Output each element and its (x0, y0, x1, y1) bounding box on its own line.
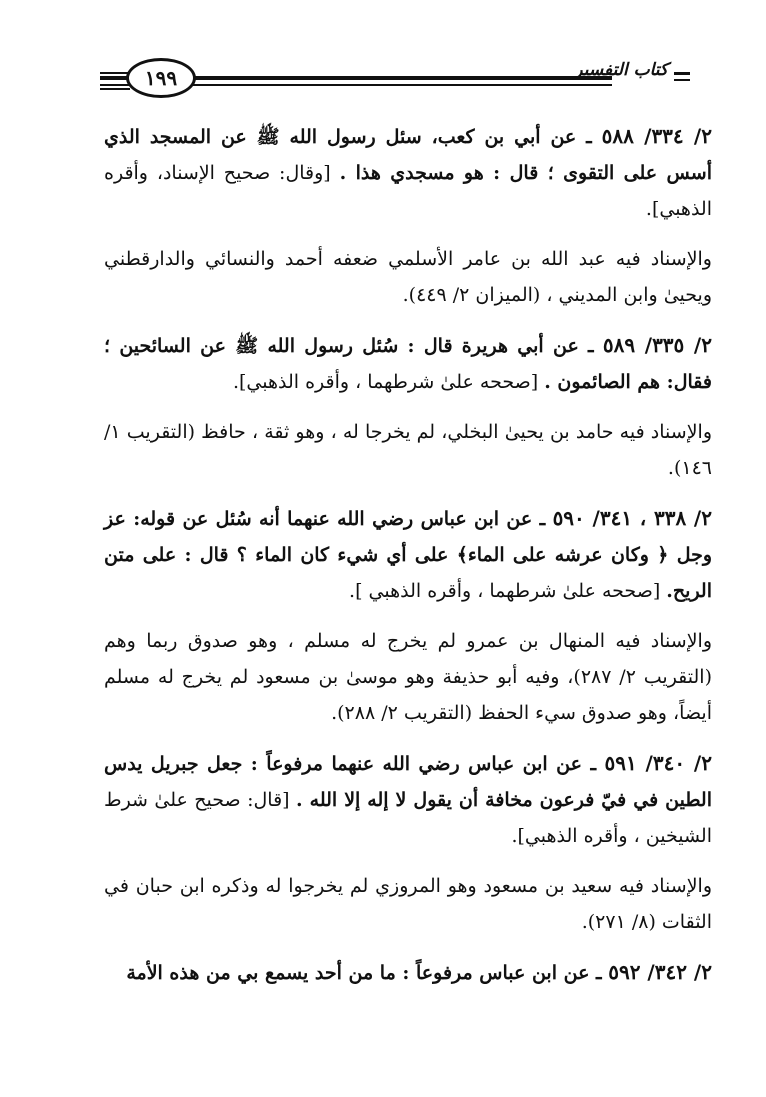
hadith-reference: ٢/ ٣٤٢/ ٥٩٢ (608, 960, 712, 984)
book-title: كتاب التفسير (574, 60, 668, 80)
isnad-note: والإسناد فيه سعيد بن مسعود وهو المروزي لم يخرجوا له وذكره ابن حبان في الثقات (٨/ ٢٧١). (104, 875, 712, 933)
hadith-text: ـ عن ابن عباس رضي الله عنهما مرفوعاً : جعل جبريل يدس الطين في فيّ فرعون مخافة أن يقول لا إله إلا الله . (104, 753, 712, 811)
page-number: ١٩٩ (126, 58, 196, 98)
hadith-entry (104, 500, 712, 609)
page-header (100, 52, 690, 98)
isnad-note: والإسناد فيه عبد الله بن عامر الأسلمي ضعفه أحمد والنسائي والدارقطني ويحيىٰ وابن المديني ، (الميزان ٢/ ٤٤٩). (104, 248, 712, 306)
hadith-entry (104, 954, 712, 991)
hadith-reference: ٢/ ٣٣٨ ، ٣٤١/ ٥٩٠ (552, 506, 712, 530)
hadith-reference: ٢/ ٣٤٠/ ٥٩١ (604, 751, 712, 775)
hadith-reference: ٢/ ٣٣٤/ ٥٨٨ (601, 124, 712, 148)
hadith-text: ـ عن أبي بن كعب، سئل رسول الله ﷺ عن المسجد الذي أسس على التقوى ؛ قال : هو مسجدي هذا . (104, 126, 712, 184)
hadith-entry (104, 745, 712, 854)
hadith-verdict: [وقال: صحيح الإسناد، وأقره الذهبي]. (104, 162, 712, 220)
page-body (104, 118, 712, 1005)
hadith-verdict: [قال: صحيح علىٰ شرط الشيخين ، وأقره الذهبي]. (104, 789, 712, 847)
isnad-note: والإسناد فيه المنهال بن عمرو لم يخرج له مسلم ، وهو صدوق ربما وهم (التقريب ٢/ ٢٨٧)، وفيه أبو حذيفة وهو موسىٰ بن مسعود لم يخرج له مسلم أيضاً، وهو صدوق سيء الحفظ (التقريب ٢/ ٢٨٨). (104, 630, 712, 724)
header-rule-stub (100, 88, 130, 90)
hadith-verdict: [صححه علىٰ شرطهما ، وأقره الذهبي ]. (349, 580, 667, 602)
title-mark-icon (674, 72, 690, 85)
hadith-entry (104, 118, 712, 227)
hadith-verdict: [صححه علىٰ شرطهما ، وأقره الذهبي]. (232, 371, 545, 393)
hadith-text: ـ عن ابن عباس مرفوعاً : ما من أحد يسمع بي من هذه الأمة (126, 962, 609, 984)
hadith-reference: ٢/ ٣٣٥/ ٥٨٩ (602, 333, 712, 357)
isnad-note: والإسناد فيه حامد بن يحيىٰ البخلي، لم يخرجا له ، وهو ثقة ، حافظ (التقريب ١/ ١٤٦). (104, 421, 712, 479)
hadith-text: ـ عن ابن عباس رضي الله عنهما أنه سُئل عن قوله: عز وجل ﴿ وكان عرشه على الماء﴾ على أي شيء كان الماء ؟ قال : على متن الريح. (104, 508, 712, 602)
hadith-entry (104, 327, 712, 400)
hadith-text: ـ عن أبي هريرة قال : سُئل رسول الله ﷺ عن السائحين ؛ فقال: هم الصائمون . (104, 335, 712, 393)
